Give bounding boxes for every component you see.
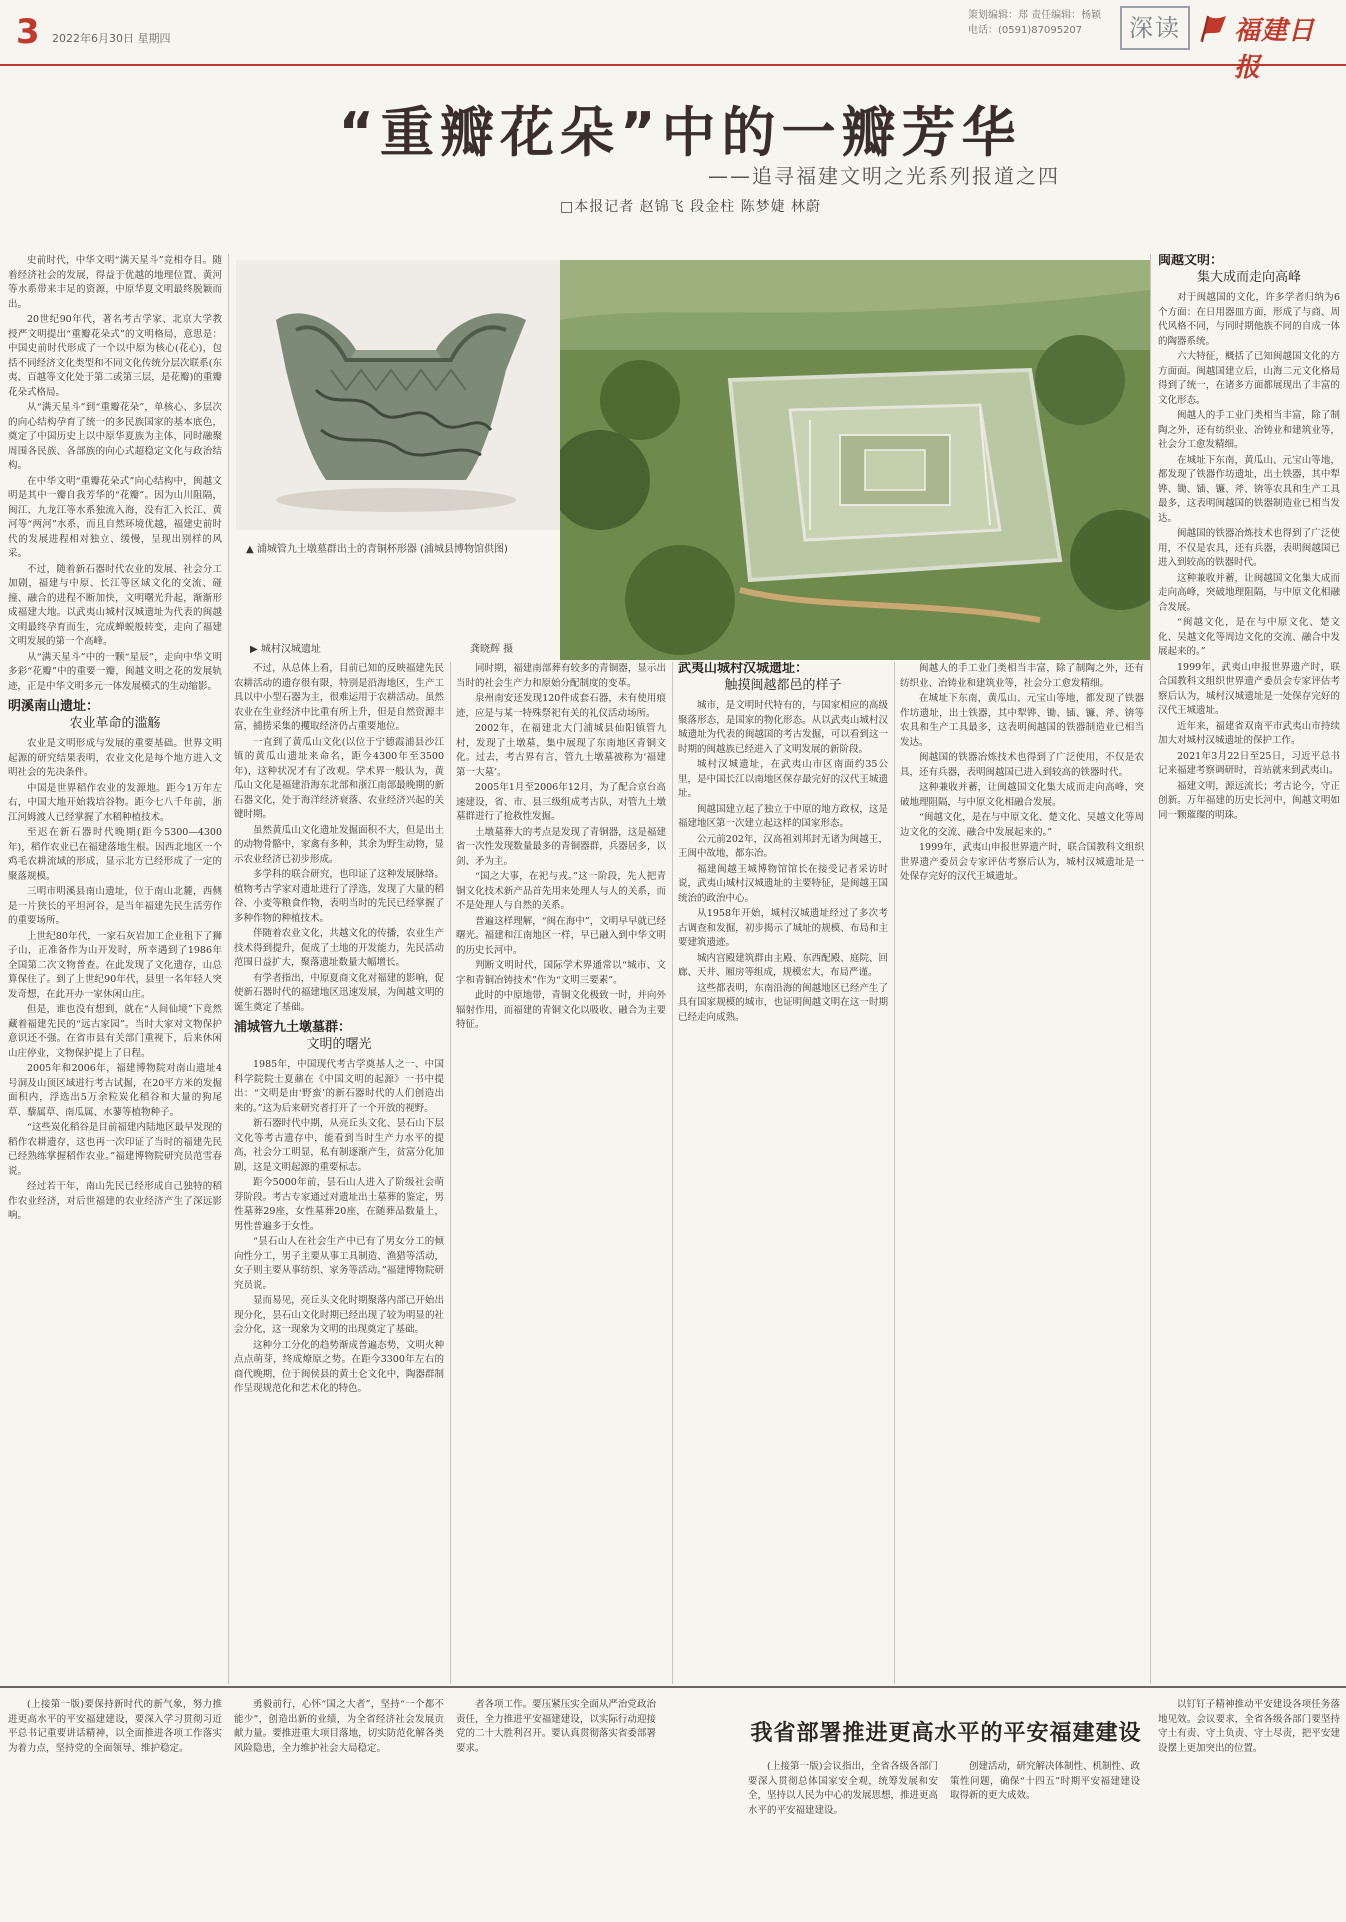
body-paragraph: 但是，谁也没有想到，就在“人间仙境”下竟然藏着福建先民的“远古家园”。当时大家对文物保护意识还不强。在省市县有关部门重视下，后来休闲山庄停业，文物保护提上了日程。 [8,1004,222,1059]
bottom-column-2 [234,1698,444,1918]
body-paragraph: 三明市明溪县南山遗址，位于南山北麓，西侧是一片狭长的平坦河谷，是当年福建先民生活劳作的重要场所。 [8,886,222,926]
body-paragraph: 在城址下东南，黄瓜山、元宝山等地，都发现了铁器作坊遗址，出土铁器，其中犁铧、锄、锸、镰、斧、锛等农具和生产工具最多，这表明闽越国的铁器制造业已相当发达。 [1158,454,1340,524]
brand-flag-icon [1196,12,1230,46]
body-paragraph: 闽越国的铁器冶炼技术也得到了广泛使用，不仅是农具，还有兵器，表明闽越国已进入到较高的铁器时代。 [1158,528,1340,568]
brand-name: 福建日报 [1234,16,1316,83]
body-paragraph: 有学者指出，中原夏商文化对福建的影响，促使新石器时代的福建地区迅速发展，为闽越文明的诞生奠定了基础。 [234,972,444,1013]
body-paragraph: 福建文明，源远流长；考古论今，守正创新。万年福建的历史长河中，闽越文明如同一颗璀璨的明珠。 [1158,780,1340,821]
column-5 [1158,254,1340,1684]
body-paragraph: 2021年3月22日至25日，习近平总书记来福建考察调研时，首站就来到武夷山。 [1158,750,1340,776]
section-2-title: 浦城管九土墩墓群： [234,1020,352,1035]
bronze-cup-photo [236,260,566,530]
column-divider [228,254,229,1684]
bottom-divider [0,1686,1346,1688]
bottom-paragraph: (上接第一版)会议指出，全省各级各部门要深入贯彻总体国家安全观，统筹发展和安全，坚持以人民为中心的发展思想，推进更高水平的平安福建建设。 [748,1761,938,1816]
body-paragraph: “这些炭化稻谷是目前福建内陆地区最早发现的稻作农耕遗存，这也再一次印证了当时的福建先民已经熟练掌握稻作农业。”福建博物院研究员范雪春说。 [8,1122,222,1177]
body-paragraph: 上世纪80年代，一家石灰岩加工企业租下了狮子山，正准备作为山开发时，所幸遇到了1986年全国第二次文物普查。在此发现了文化遗存，山总算保住了。到了上世纪90年代，县里一名年轻人突发奇想，在此开办一家休闲山庄。 [8,930,222,1000]
bottom-column-4 [748,1760,938,1910]
brand-logo [1196,6,1336,83]
section-3-title: 武夷山城村汉城遗址： [678,662,809,676]
editor-line: 策划编辑：郑 责任编辑：杨颖 [968,10,1102,21]
bottom-news-strip [0,1690,1346,1922]
section-4-subtitle: 集大成而走向高峰 [1196,269,1301,285]
body-paragraph: 同时期，福建南部葬有较多的青铜器，显示出当时的社会生产力和原始分配制度的变革。 [456,663,666,689]
bottom-paragraph: 者各项工作。要压紧压实全面从严治党政治责任，全力推进平安福建建设，以实际行动迎接党的二十大胜利召开。要认真贯彻落实省委部署要求。 [456,1699,656,1754]
section-1-title: 明溪南山遗址： [8,699,100,714]
body-paragraph: 中国是世界稻作农业的发源地。距今1万年左右，中国大地开始栽培谷物。距今七八千年前，浙江河姆渡人已经掌握了水稻种植技术。 [8,782,222,823]
body-paragraph: 这些都表明，东南沿海的闽越地区已经产生了具有国家规模的城市，也证明闽越文明在这一时期已经走向成熟。 [678,982,888,1023]
bottom-headline: 我省部署推进更高水平的平安福建建设 [750,1721,1142,1746]
bottom-column-6 [1158,1698,1340,1918]
bottom-paragraph: (上接第一版)要保持新时代的新气象，努力推进更高水平的平安福建建设，要深入学习贯彻习近平总书记重要讲话精神，以全面推进各项工作落实为着力点，坚持党的全面领导、维护稳定。 [8,1699,222,1754]
body-paragraph: 2002年，在福建北大门浦城县仙阳镇管九村，发现了土墩墓，集中展现了东南地区青铜文化。过去，考古界有言，管九土墩墓被称为‘福建第一大墓’。 [456,723,666,778]
bottom-column-5 [950,1760,1140,1910]
body-paragraph: 伴随着农业文化，共越文化的传播，农业生产技术得到提升，促成了土地的开发能力，先民活动范围日益扩大，聚落遗址数量大幅增长。 [234,928,444,968]
body-paragraph: 经过若干年，南山先民已经形成自己独特的稻作农业经济，对后世福建的农业经济产生了深远影响。 [8,1181,222,1221]
column-4 [678,662,888,1684]
editor-info [968,8,1118,38]
column-divider [894,662,895,1684]
body-paragraph: 泉州南安还发现120件成套石器，未有使用痕迹，应是与某一特殊祭祀有关的礼仪活动场所。 [456,693,666,719]
bronze-cup-illustration [236,260,566,530]
body-paragraph: 1999年，武夷山申报世界遗产时，联合国教科文组织世界遗产委员会专家评估考察后认为，城村汉城遗址是一处保存完好的汉代王城遗址。 [900,842,1144,882]
body-paragraph: 1985年，中国现代考古学奠基人之一、中国科学院院士夏鼐在《中国文明的起源》一书中提出：“文明是由‘野蛮’的新石器时代的人们创造出来的。”这为后来研究者打开了一个开放的视野。 [234,1059,444,1114]
column-divider [450,662,451,1684]
page-number: 3 [16,12,40,52]
intro-paragraph: 20世纪90年代，著名考古学家、北京大学教授严文明提出“重瓣花朵式”的文明格局，意思是：中国史前时代形成了一个以中原为核心(花心)，包括不同经济文化类型和不同文化传统分层次联系(东夷、百越等文化处于第二或第三层，是花瓣)的重瓣花朵式格局。 [8,314,222,398]
body-paragraph: 显而易见，亮丘头文化时期聚落内部已开始出现分化，昙石山文化时期已经出现了较为明显的社会分化，这一现象为文明的出现奠定了基础。 [234,1295,444,1335]
body-paragraph: 这种兼收并蓄，让闽越国文化集大成而走向高峰，突破地理阻隔，与中原文化相融合发展。 [900,782,1144,808]
body-paragraph: 不过，从总体上看，目前已知的反映福建先民农耕活动的遗存很有限，特别是沿海地区，生产工具以中小型石器为主，很难运用于农耕活动。虽然农业在生业经济中比重有所上升，但是自然资源丰富，捕捞采集的攫取经济仍占重要地位。 [234,663,444,732]
body-paragraph: 判断文明时代，国际学术界通常以“城市、文字和青铜冶铸技术”作为“文明三要素”。 [456,960,666,986]
body-paragraph: 2005年和2006年，福建博物院对南山遗址4号洞及山顶区域进行考古试掘，在20平方米的发掘面积内，浮选出5万余粒炭化稻谷和大量的狗尾草、藜属草、南瓜属、水蓼等植物种子。 [8,1063,222,1118]
body-paragraph: 城内宫殿建筑群由主殿、东西配殿、庭院、回廊、天井、厢房等组成，规模宏大，布局严谨。 [678,952,888,978]
body-paragraph: 公元前202年，汉高祖刘邦封无诸为闽越王，王闽中故地，都东冶。 [678,833,888,859]
intro-paragraph: 史前时代，中华文明“满天星斗”竞相夺目。随着经济社会的发展，得益于优越的地理位置、黄河等水系带来丰足的资源，中原华夏文明最终脱颖而出。 [8,255,222,310]
article-subtitle: ——追寻福建文明之光系列报道之四 [708,164,1060,188]
body-paragraph: 近年来，福建省双南平市武夷山市持续加大对城村汉城遗址的保护工作。 [1158,720,1340,746]
body-paragraph: 普遍这样理解，“闽在海中”，文明早早就已经曙光。福建和江南地区一样，早已融入到中华文明的历史长河中。 [456,915,666,956]
site-caption: ▶ 城村汉城遗址 [250,644,321,655]
body-paragraph: 虽然黄瓜山文化遗址发掘面积不大，但是出土的动物骨骼中，家禽有多种，其余为野生动物，显示农业经济已初步形成。 [234,824,444,865]
body-paragraph: 城村汉城遗址，在武夷山市区南面约35公里，是中国长江以南地区保存最完好的汉代王城遗址。 [678,759,888,799]
body-paragraph: “闽越文化，是在与中原文化、楚文化、吴越文化等周边文化的交流、融合中发展起来的。” [900,812,1144,838]
column-divider [672,662,673,1684]
intro-paragraph: 从“满天星斗”中的一颗“星辰”，走向中华文明多彩“花瓣”中的重要一瓣，闽越文明之花的发展轨迹，正是中华文明多元一体发展模式的生动缩影。 [8,651,222,692]
site-photo-credit: 龚晓辉 摄 [470,644,514,655]
column-3 [456,662,666,1684]
article-title: “重瓣花朵”中的一瓣芳华 [338,101,1022,164]
body-paragraph: 距今5000年前，昙石山人进入了阶级社会萌芽阶段。考古专家通过对遗址出土墓葬的鉴定，男性墓葬29座，女性墓葬20座，在随葬品数量上，男性普遍多于女性。 [234,1177,444,1232]
body-paragraph: 在城址下东南，黄瓜山、元宝山等地，都发现了铁器作坊遗址，出土铁器，其中犁铧、锄、锸、镰、斧、锛等农具和生产工具最多，这表明闽越国的铁器制造业已相当发达。 [900,693,1144,748]
bottom-paragraph: 勇毅前行，心怀“国之大者”，坚持“一个都不能少”，创造出新的业绩，为全省经济社会发展贡献力量。要推进重大项目落地，切实防范化解各类风险隐患，全力维护社会大局稳定。 [234,1699,444,1754]
body-paragraph: 多学科的联合研究，也印证了这种发展脉络。植物考古学家对遗址进行了浮选，发现了大量的稻谷、小麦等粮食作物，表明当时的先民已经掌握了多种作物的种植技术。 [234,869,444,924]
column-4b [900,662,1144,1684]
intro-paragraph: 不过，随着新石器时代农业的发展、社会分工加剧，福建与中原、长江等区域文化的交流、碰撞、融合的进程不断加快，文明曙光升起，渐渐形成福建大地。以武夷山城村汉城遗址为代表的闽越文明最终孕育而生，完成蝉蜕般转变，走向了福建文明发展的第一个高峰。 [8,563,222,647]
editor-phone: 电话：(0591)87095207 [968,25,1083,36]
intro-paragraph: 从“满天星斗”到“重瓣花朵”，单核心、多层次的向心结构孕育了统一的多民族国家的基本底色，奠定了中国历史上以中原华夏族为主体，同时融聚周围各民族、各部族的向心式超稳定文化与政治结构。 [8,402,222,471]
body-paragraph: 六大特征，概括了已知闽越国文化的方方面面。闽越国建立后，山海二元文化格局得到了统一，在诸多方面都展现出了丰富的文化形态。 [1158,351,1340,406]
body-paragraph: 1999年，武夷山申报世界遗产时，联合国教科文组织世界遗产委员会专家评估考察后认为，城村汉城遗址是一处保存完好的汉代王城遗址。 [1158,661,1340,716]
body-paragraph: 闽越国的铁器冶炼技术也得到了广泛使用，不仅是农具，还有兵器，表明闽越国已进入到较高的铁器时代。 [900,752,1144,778]
body-paragraph: 至迟在新石器时代晚期(距今5300—4300年)，稻作农业已在福建落地生根。因西北地区一个鸡毛农耕流域的形成，显示北方已经形成了一定的聚落规模。 [8,827,222,882]
section-2-subtitle: 文明的曙光 [306,1036,372,1052]
body-paragraph: 闽越国建立起了独立于中原的地方政权，这是福建地区第一次建立起这样的国家形态。 [678,803,888,829]
body-paragraph: 闽越人的手工业门类相当丰富，除了制陶之外，还有纺织业、冶铸业和建筑业等，社会分工愈发精细。 [900,663,1144,689]
section-tag: 深读 [1120,6,1190,50]
intro-paragraph: 在中华文明“重瓣花朵式”向心结构中，闽越文明是其中一瓣自我芳华的“花瓣”。因为山川阻隔，闽江、九龙江等水系独流入海，没有汇入长江、黄河等“两河”水系，而且自然环境优越，福建史前时代的发展进程相对独立、缓慢，呈现出别样的风采。 [8,475,222,559]
bronze-caption: ▲ 浦城管九土墩墓群出土的青铜杯形器 (浦城县博物馆供图) [246,544,508,555]
body-paragraph: “国之大事，在祀与戎。”这一阶段，先人把青铜文化技术新产品首先用来处理人与人的关系，而不是处理人与自然的关系。 [456,871,666,911]
article-byline: □本报记者 赵锦飞 段金柱 陈梦婕 林蔚 [560,199,822,215]
bottom-paragraph: 创建活动，研究解决体制性、机制性、政策性问题，确保“十四五”时期平安福建建设取得新的更大成效。 [950,1761,1140,1801]
body-paragraph: 这种分工分化的趋势渐成普遍态势，文明火种点点萌芽，终成燎原之势。在距今3300年左右的商代晚期，位于闽侯县的黄土仑文化中，陶器群制作呈现规范化和艺术化的特色。 [234,1339,444,1394]
body-paragraph: “昙石山人在社会生产中已有了男女分工的倾向性分工，男子主要从事工具制造、渔猎等活动，女子则主要从事纺织、家务等活动。”福建博物院研究员说。 [234,1236,444,1291]
body-paragraph: 农业是文明形成与发展的重要基础。世界文明起源的研究结果表明，农业文化是每个地方进入文明社会的先决条件。 [8,738,222,778]
issue-date: 2022年6月30日 星期四 [52,32,171,45]
body-paragraph: 对于闽越国的文化，许多学者归纳为6个方面：在日用器皿方面，形成了与商、周代风格不同，与同时期他族不同的自成一体的陶器系统。 [1158,292,1340,347]
body-paragraph: 城市，是文明时代特有的，与国家相应的高级聚落形态，是国家的物化形态。从以武夷山城村汉城遗址为代表的闽越国的考古发掘，可以看到这一时期的闽越族已经进入了文明发展的新阶段。 [678,700,888,755]
bottom-column-3 [456,1698,656,1918]
body-paragraph: 2005年1月至2006年12月，为了配合京台高速建设，省、市、县三级组成考古队，对管九土墩墓群进行了抢救性发掘。 [456,782,666,822]
body-paragraph: 一直到了黄瓜山文化(以位于宁德霞浦县沙江镇的黄瓜山遗址来命名，距今4300年至3500年)，这种状况才有了改观。学术界一般认为，黄瓜山文化是福建沿海东北部和浙江南部最晚期的新石器文化，处于海洋经济衰落、农业经济兴起的关键时期。 [234,736,444,820]
column-divider [1150,254,1151,1684]
section-4-title: 闽越文明： [1158,254,1224,268]
han-city-site-photo [560,260,1150,660]
body-paragraph: 福建闽越王城博物馆馆长在接受记者采访时说，武夷山城村汉城遗址的主要特征，是闽越王国统治的政治中心。 [678,863,888,904]
body-paragraph: 此时的中原地带，青铜文化极致一时，并向外辐射作用，而福建的青铜文化以吸收、融合为主要特征。 [456,990,666,1030]
column-2 [234,662,444,1684]
body-paragraph: 闽越人的手工业门类相当丰富，除了制陶之外，还有纺织业、冶铸业和建筑业等，社会分工愈发精细。 [1158,410,1340,450]
bottom-column-1 [8,1698,222,1918]
bottom-paragraph: 以钉钉子精神推动平安建设各项任务落地见效。会议要求，全省各级各部门要坚持守土有责、守土负责、守土尽责，把平安建设摆上更加突出的位置。 [1158,1699,1340,1754]
body-paragraph: “闽越文化，是在与中原文化、楚文化、吴越文化等周边文化的交流、融合中发展起来的。” [1158,617,1340,657]
section-1-subtitle: 农业革命的滥觞 [69,715,161,731]
column-1 [8,254,222,1684]
masthead [0,0,1346,83]
site-aerial-illustration [560,260,1150,660]
body-paragraph: 土墩墓葬大的考点是发现了青铜器，这是福建省一次性发现数量最多的青铜器群，兵器居多，以剑、矛为主。 [456,826,666,867]
section-3-subtitle: 触摸闽越都邑的样子 [724,677,842,693]
body-paragraph: 新石器时代中期，从亮丘头文化、昙石山下层文化等考古遗存中，能看到当时生产力水平的提高，社会分工明显，私有制逐渐产生，贫富分化加剧，这是文明起源的重要标志。 [234,1118,444,1173]
body-paragraph: 这种兼收并蓄，让闽越国文化集大成而走向高峰，突破地理阻隔，与中原文化相融合发展。 [1158,572,1340,613]
body-paragraph: 从1958年开始，城村汉城遗址经过了多次考古调查和发掘，初步揭示了城址的规模、布局和主要建筑遗迹。 [678,908,888,948]
